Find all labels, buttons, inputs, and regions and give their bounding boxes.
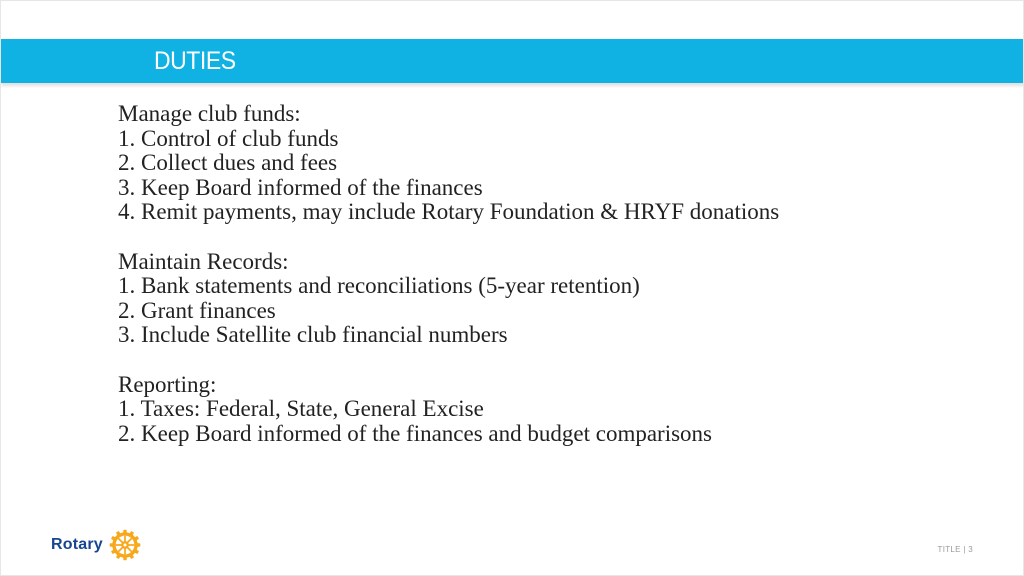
section-maintain-records — [118, 250, 998, 348]
section-reporting — [118, 373, 998, 447]
list-item: 2. Collect dues and fees — [118, 150, 338, 176]
list-item: 2. Keep Board informed of the finances and budget comparisons — [118, 420, 712, 446]
page-number-label: TITLE | 3 — [937, 545, 973, 554]
list-item: 3. Keep Board informed of the finances — [118, 174, 483, 200]
rotary-wheel-icon — [108, 528, 142, 562]
list-item: 1. Control of club funds — [118, 125, 339, 151]
list-item: 4. Remit payments, may include Rotary Foundation & HRYF donations — [118, 199, 780, 225]
section-heading: Reporting: — [118, 371, 217, 397]
list-item: 1. Bank statements and reconciliations (5-year retention) — [118, 273, 640, 299]
section-heading: Maintain Records: — [118, 248, 289, 274]
title-bar — [1, 39, 1024, 83]
section-heading: Manage club funds: — [118, 101, 301, 126]
list-item: 3. Include Satellite club financial numbers — [118, 322, 508, 348]
rotary-logo — [51, 528, 142, 562]
list-item: 1. Taxes: Federal, State, General Excise — [118, 396, 484, 422]
section-manage-club-funds — [118, 102, 998, 225]
logo-wordmark: Rotary — [51, 536, 103, 553]
list-item: 2. Grant finances — [118, 297, 276, 323]
slide-body — [118, 102, 998, 446]
slide-title: DUTIES — [154, 47, 236, 75]
